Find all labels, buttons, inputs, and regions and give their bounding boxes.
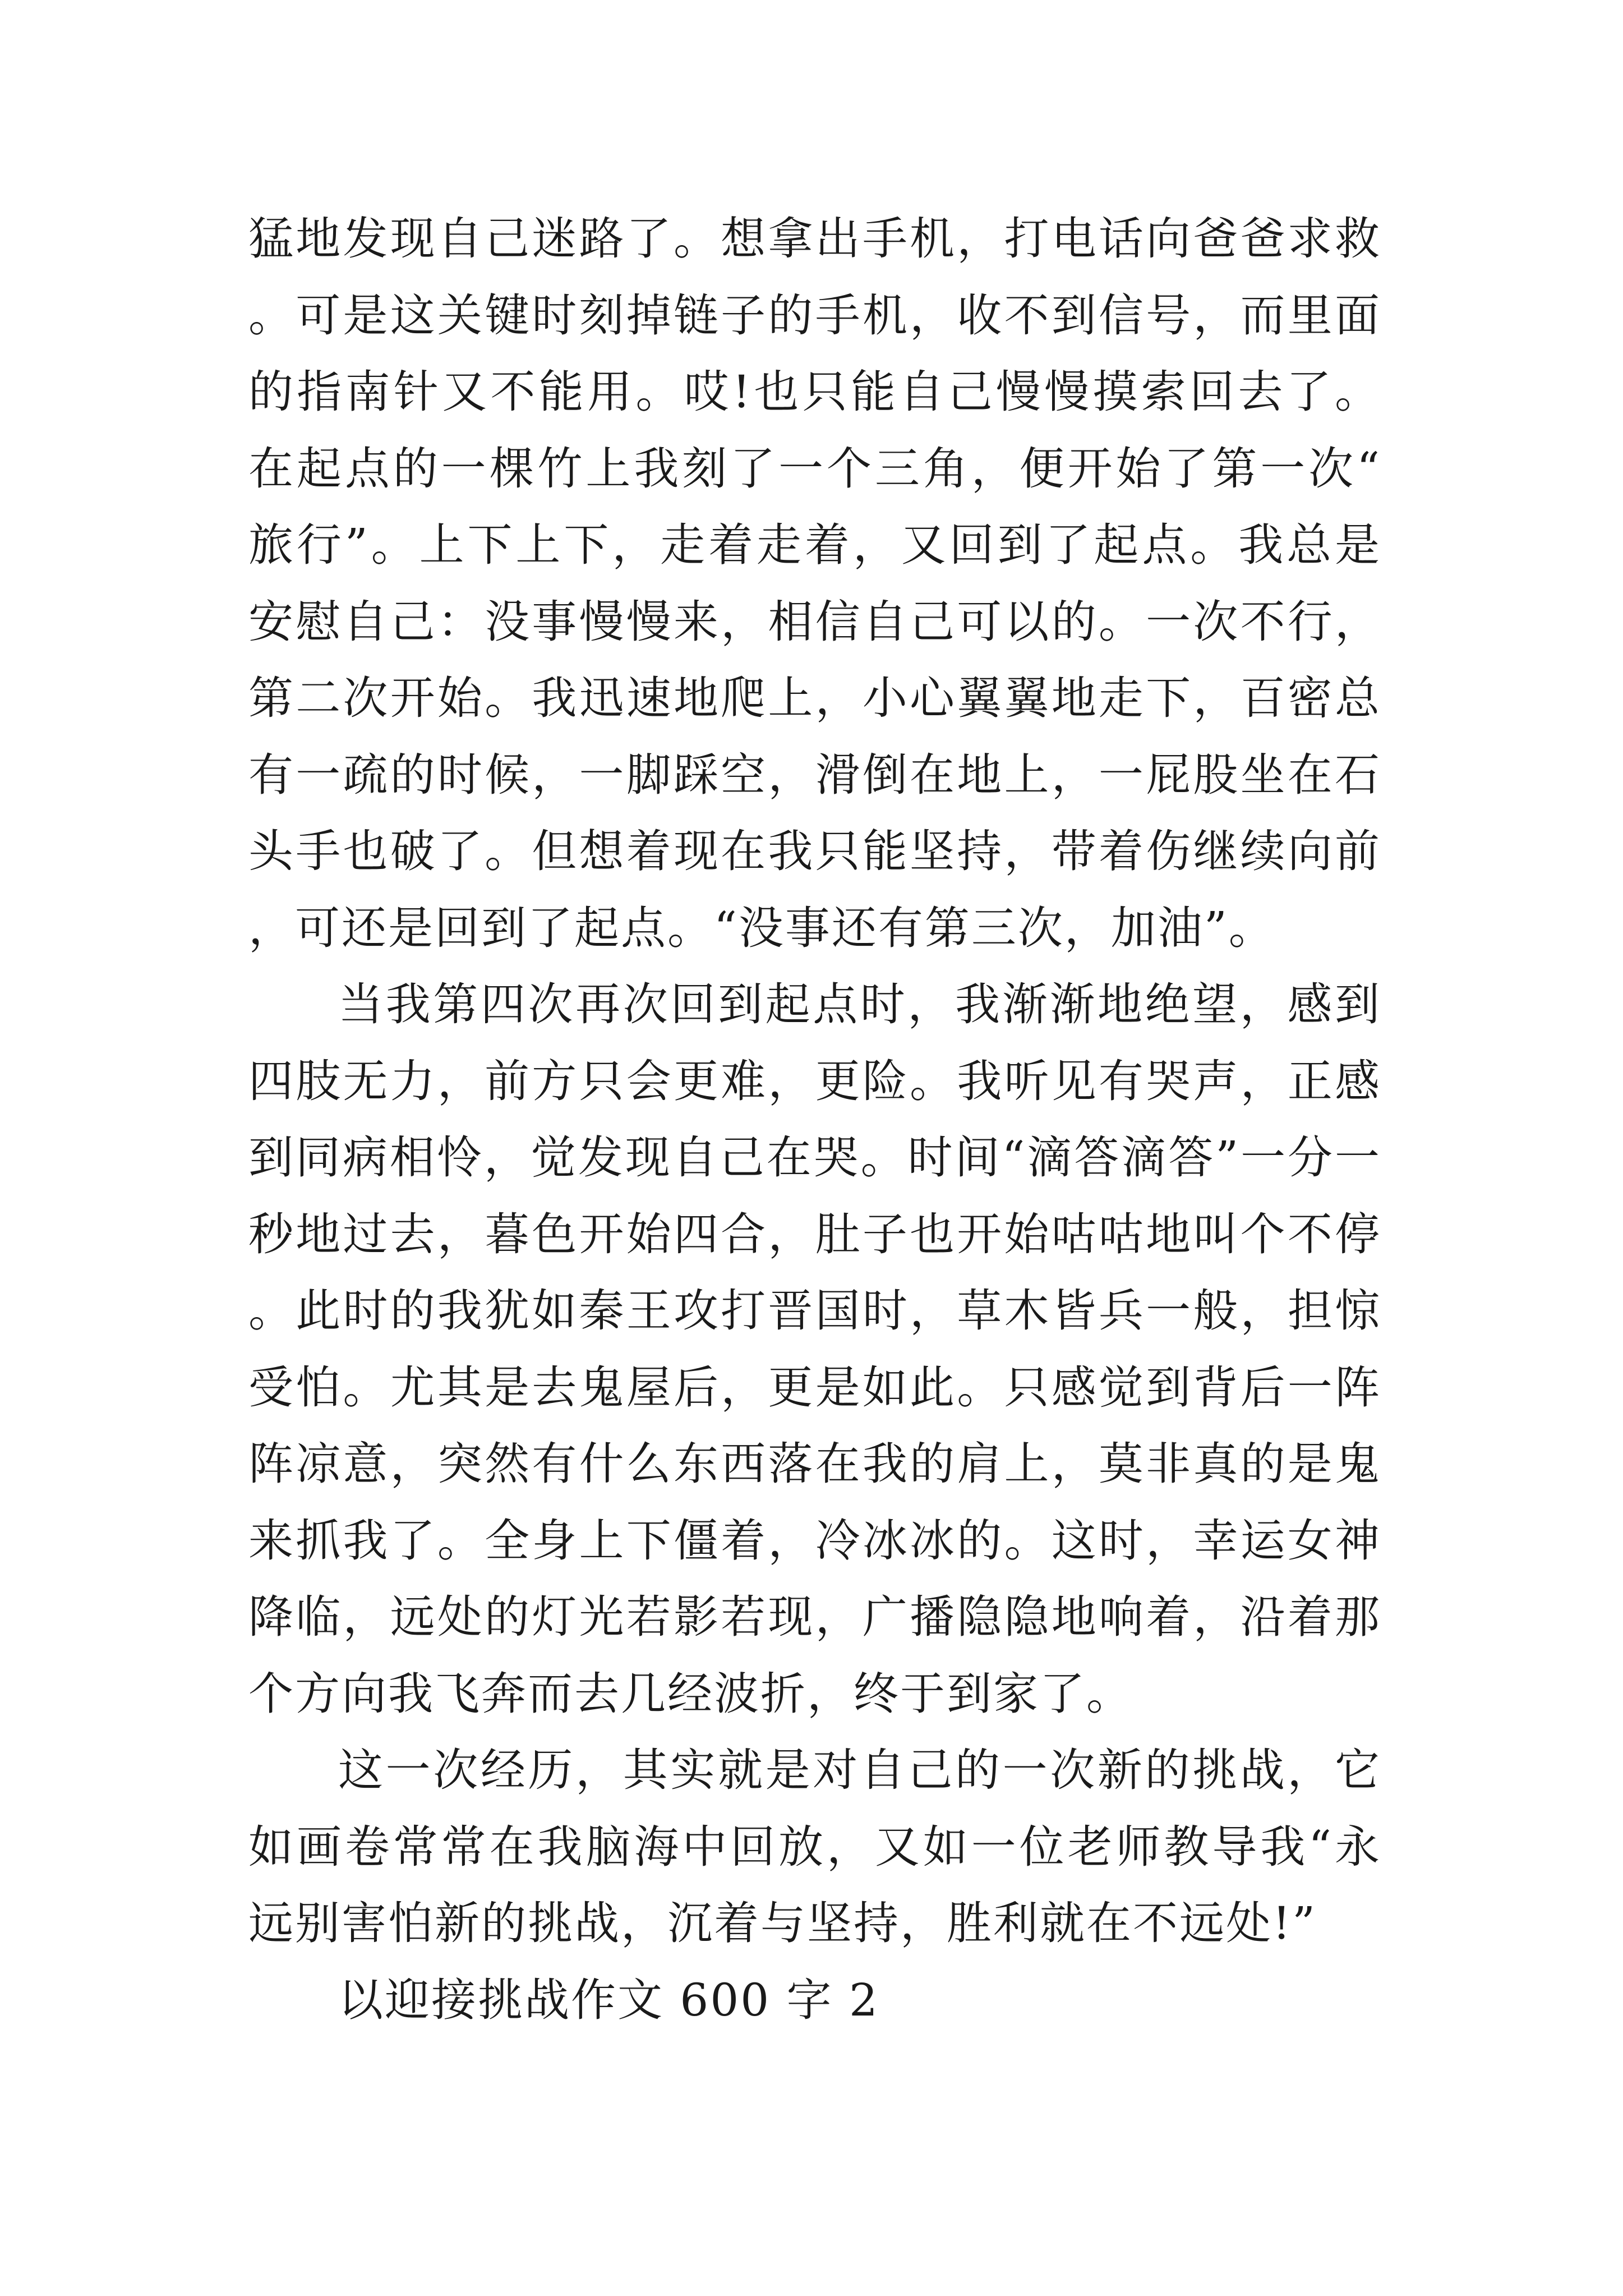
document-body <box>248 201 1381 2039</box>
next-essay-title: 以迎接挑战作文 600 字 2 <box>338 1973 879 2026</box>
paragraph-1: 猛地发现自己迷路了。想拿出手机，打电话向爸爸求救。可是这关键时刻掉链子的手机，收不到信号，而里面的指南针又不能用。哎!也只能自己慢慢摸索回去了。在起点的一棵竹上我刻了一个三角，便开始了第一次“旅行”。上下上下，走着走着，又回到了起点。我总是安慰自己：没事慢慢来，相信自己可以的。一次不行，第二次开始。我迅速地爬上，小心翼翼地走下，百密总有一疏的时候，一脚踩空，滑倒在地上，一屁股坐在石头手也破了。但想着现在我只能坚持，带着伤继续向前，可还是回到了起点。“没事还有第三次，加油”。 <box>248 213 1381 954</box>
paragraph-3: 这一次经历，其实就是对自己的一次新的挑战，它如画卷常常在我脑海中回放，又如一位老师教导我“永远别害怕新的挑战，沉着与坚持，胜利就在不远处!” <box>248 1744 1381 1949</box>
paragraph-2: 当我第四次再次回到起点时，我渐渐地绝望，感到四肢无力，前方只会更难，更险。我听见有哭声，正感到同病相怜，觉发现自己在哭。时间“滴答滴答”一分一秒地过去，暮色开始四合，肚子也开始咕咕地叫个不停。此时的我犹如秦王攻打晋国时，草木皆兵一般，担惊受怕。尤其是去鬼屋后，更是如此。只感觉到背后一阵阵凉意，突然有什么东西落在我的肩上，莫非真的是鬼来抓我了。全身上下僵着，冷冰冰的。这时，幸运女神降临，远处的灯光若影若现，广播隐隐地响着，沿着那个方向我飞奔而去几经波折，终于到家了。 <box>248 978 1381 1720</box>
